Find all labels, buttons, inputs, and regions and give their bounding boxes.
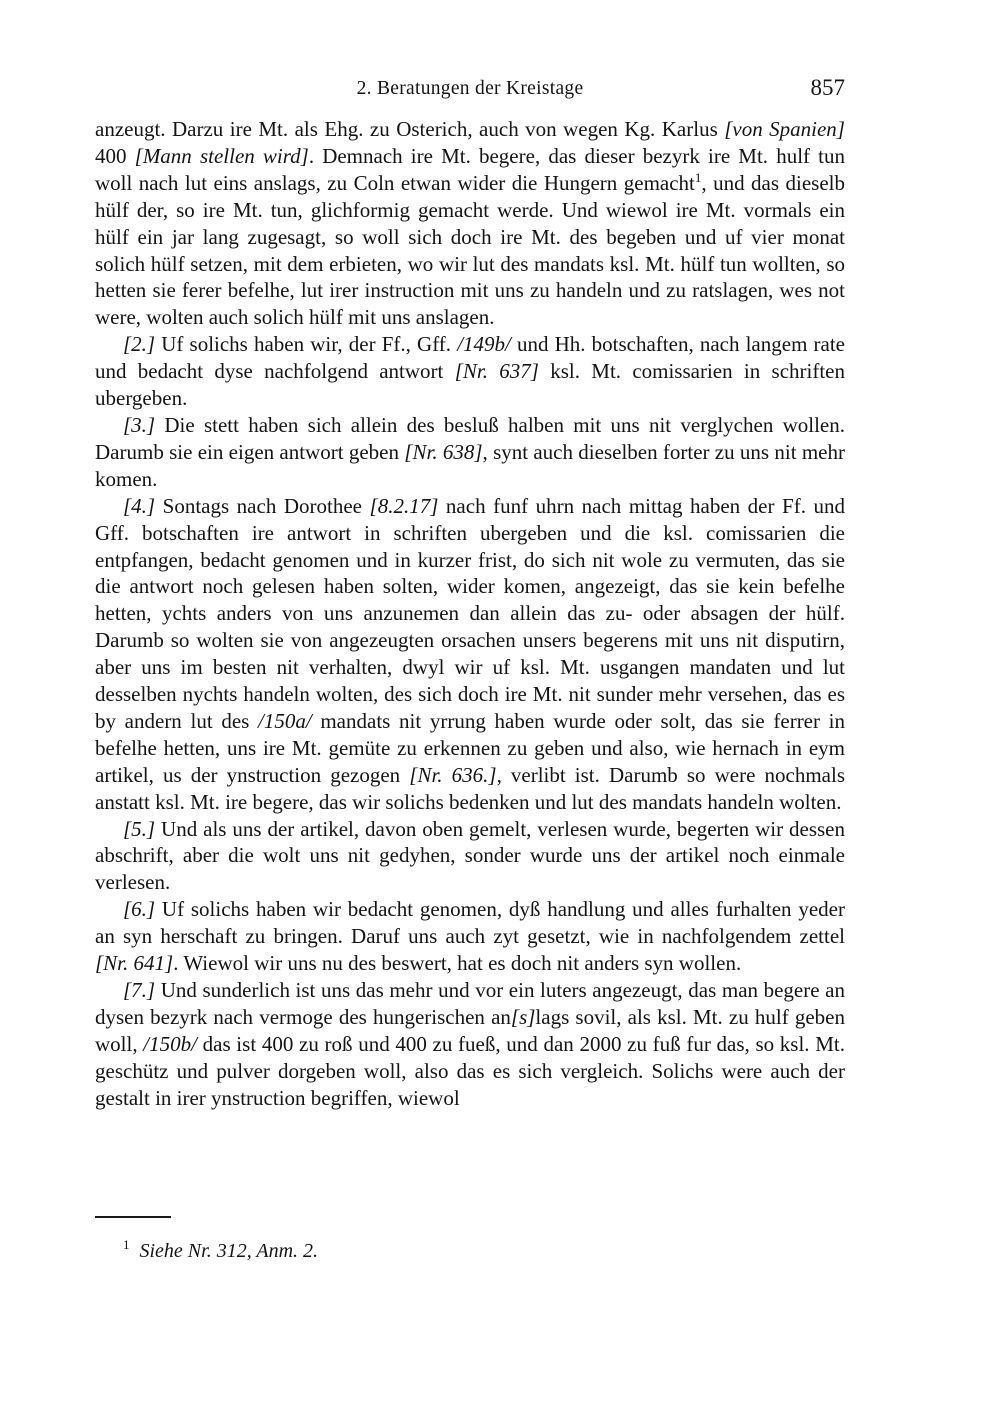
editorial-insertion: [Nr. 638] <box>404 439 483 464</box>
editorial-insertion: [7.] <box>123 978 156 1002</box>
paragraph <box>95 116 845 331</box>
footnote-block <box>95 1216 845 1284</box>
body-text-run: Und sunderlich ist uns das mehr und vor ein luters angezeugt, das man begere an dysen bezyrk nach vermoge des hungerischen an <box>95 978 845 1029</box>
paragraph <box>95 896 845 977</box>
editorial-insertion: [8.2.17] <box>369 493 439 518</box>
editorial-insertion: [5.] <box>123 816 156 841</box>
paragraph <box>95 412 845 493</box>
body-text-run: Sontags nach Dorothee <box>155 493 370 518</box>
editorial-insertion: /150a/ <box>258 708 312 733</box>
editorial-insertion: [Nr. 637] <box>454 359 539 384</box>
editorial-insertion: [3.] <box>123 412 156 437</box>
body-text-run: Uf solichs haben wir, der Ff., Gff. <box>155 332 458 357</box>
body-text-run: lags sovil, als ksl. Mt. zu hulf geben woll, <box>95 1004 845 1056</box>
footnote-reference: 1 <box>694 169 702 185</box>
body-text-run: mandats nit yrrung haben wurde oder solt, das sie ferrer in befelhe hetten, uns ire Mt. gemüte zu erkennen zu geben und also, wie hernach in eym artikel, us der ynstruction gezogen <box>95 708 846 787</box>
footnote-rule <box>95 1216 171 1218</box>
editorial-insertion: [s] <box>510 1004 536 1029</box>
body-text-run: Die stett haben sich allein des besluß halben mit uns nit verglychen wollen. Darumb sie ein eigen antwort geben <box>95 412 845 464</box>
body-text-run: Uf solichs haben wir bedacht genomen, dyß handlung und alles furhalten yeder an syn herschaft zu bringen. Daruf uns auch zyt gesetzt, wie in nachfolgendem zettel <box>95 897 845 949</box>
paragraph <box>95 977 845 1112</box>
editorial-insertion: /150b/ <box>143 1031 197 1056</box>
body-text-run: . Demnach ire Mt. begere, das dieser bezyrk ire Mt. hulf tun woll nach lut eins anslags, zu Coln etwan wider die Hungern gemacht <box>95 143 845 195</box>
body-text-run: . Wiewol wir uns nu des beswert, hat es doch nit anders syn wollen. <box>173 951 742 976</box>
section-heading: 2. Beratungen der Kreistage <box>356 78 584 99</box>
editorial-insertion: [Nr. 641] <box>95 951 174 976</box>
body-text-run: , verlibt ist. Darumb so were nochmals anstatt ksl. Mt. ire begere, das wir solichs bedenken und lut des mandats handeln wolten. <box>95 762 846 814</box>
body-text-run: das ist 400 zu roß und 400 zu fueß, und dan 2000 zu fuß fur das, so ksl. Mt. geschütz und pulver dorgeben woll, also das es sich vergleich. Solichs were auch der gestalt in irer ynstruction begriffen, wiewol <box>95 1031 845 1110</box>
body-text-run: , und das dieselb hülf der, so ire Mt. tun, glichformig gemacht werde. Und wiewol ire Mt. vormals ein hülf ein jar lang zugesagt, so woll sich doch ire Mt. des begeben und uf vier monat solich hülf setzen, mit dem erbieten, wo wir lut des mandats ksl. Mt. hülf tun wollten, so hetten sie ferer befelhe, lut irer instruction mit uns zu handeln und zu ratslagen, wes not were, wolten auch solich hülf mit uns anslagen. <box>95 170 845 330</box>
editorial-insertion: [von Spanien] <box>724 117 845 141</box>
editorial-insertion: /149b/ <box>457 332 511 357</box>
running-head <box>95 75 845 106</box>
editorial-insertion: [4.] <box>123 493 156 518</box>
footnote-marker: 1 <box>123 1237 130 1253</box>
page-body <box>95 116 845 1112</box>
footnote <box>95 1238 845 1264</box>
body-text-run: anzeugt. Darzu ire Mt. als Ehg. zu Osterich, auch von wegen Kg. Karlus <box>95 117 725 141</box>
editorial-insertion: [Nr. 636.] <box>409 762 497 787</box>
body-text-run: ksl. Mt. comissarien in schriften ubergeben. <box>95 359 846 411</box>
body-text-run: 400 <box>95 143 135 168</box>
body-text-run: Und als uns der artikel, davon oben gemelt, verlesen wurde, begerten wir dessen abschrift, aber die wolt uns nit gedyhen, sonder wurde uns der artikel noch einmale verlesen. <box>95 816 845 895</box>
footnote-text: Siehe Nr. 312, Anm. 2. <box>139 1240 319 1262</box>
paragraph <box>95 331 845 412</box>
editorial-insertion: [Mann stellen wird] <box>134 143 309 168</box>
body-text-run: und Hh. botschaften, nach langem rate und bedacht dyse nachfolgend antwort <box>95 332 846 384</box>
editorial-insertion: [2.] <box>123 332 156 357</box>
body-text-run: nach funf uhrn nach mittag haben der Ff. und Gff. botschaften ire antwort in schriften ubergeben und die ksl. comissarien die entpfangen, bedacht genomen und in kurzer frist, do sich nit wole zu vermuten, das sie die antwort noch gelesen haben solten, wider komen, angezeigt, das sie kein befelhe hetten, ychts anders von uns anzunemen dan allein das zu- oder absagen der hülf. Darumb so wolten sie von angezeugten orsachen unsers begerens mit uns nit disputirn, aber uns im besten nit verhalten, dwyl wir uf ksl. Mt. usgangen mandaten und lut desselben nychts handeln wolten, des sich doch ire Mt. nit sunder mehr versehen, das es by andern lut des <box>95 493 845 733</box>
body-text-run: , synt auch dieselben forter zu uns nit mehr komen. <box>95 439 845 491</box>
editorial-insertion: [6.] <box>123 897 156 922</box>
paragraph <box>95 816 845 897</box>
paragraph <box>95 493 845 816</box>
page-number: 857 <box>810 75 845 100</box>
